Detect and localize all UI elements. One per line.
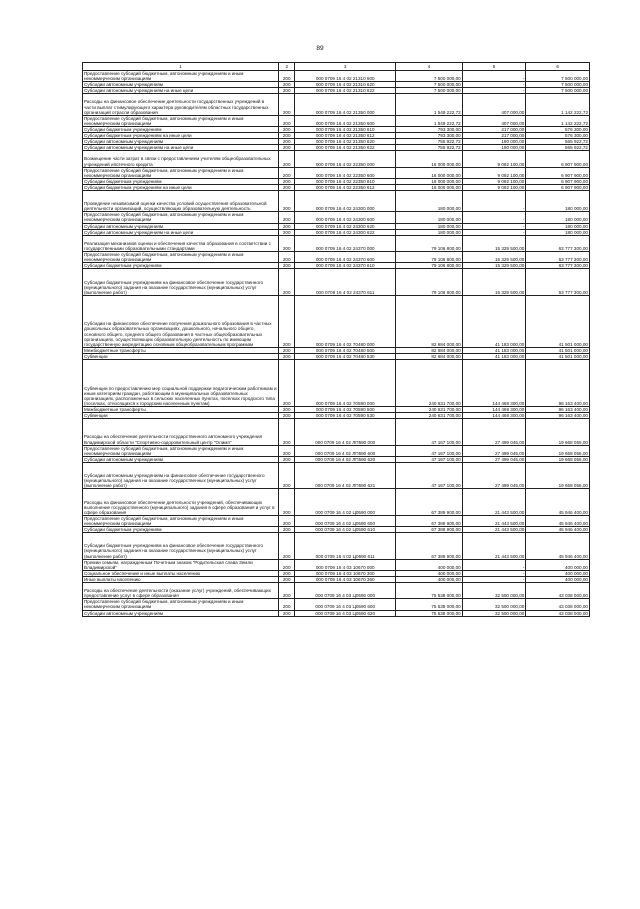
- row-change-cell: 15 329 500,00: [462, 263, 526, 269]
- row-name-cell: Предоставление субсидий бюджетным, автономным учреждениям и иным некоммерческим организациям: [83, 252, 279, 263]
- row-total-cell: 45 946 400,00: [526, 527, 590, 533]
- row-code-cell: 000 0709 16 4 02 Ц0590 611: [295, 533, 396, 560]
- row-group-cell: 200: [279, 489, 295, 516]
- row-change-cell: 144 468 300,00: [462, 360, 526, 407]
- table-row: [83, 145, 590, 151]
- row-total-cell: 576 300,00: [526, 133, 590, 139]
- row-total-cell: 180 000,00: [526, 229, 590, 235]
- row-code-cell: 000 0709 16 4 02 70590 530: [295, 413, 396, 419]
- row-name-cell: Предоставление субсидий бюджетным, автономным учреждениям и иным некоммерческим организациям: [83, 445, 279, 456]
- row-total-cell: 63 777 300,00: [526, 269, 590, 296]
- row-amount-cell: 75 538 000,00: [396, 610, 463, 616]
- header-cell-1: 1: [83, 63, 279, 71]
- row-amount-cell: 67 389 900,00: [396, 489, 463, 516]
- row-code-cell: 000 0709 16 4 03 Ц0590 600: [295, 599, 396, 610]
- row-amount-cell: 240 631 700,00: [396, 406, 463, 412]
- row-amount-cell: 755 922,72: [396, 145, 463, 151]
- row-group-cell: 200: [279, 295, 295, 347]
- table-row: [83, 527, 590, 533]
- table-row: [83, 235, 590, 251]
- row-group-cell: 200: [279, 184, 295, 190]
- table-row: [83, 456, 590, 462]
- row-change-cell: -: [462, 570, 526, 576]
- row-group-cell: 200: [279, 133, 295, 139]
- row-code-cell: 000 0709 16 4 02 70590 500: [295, 406, 396, 412]
- row-name-cell: Социальное обеспечение и иные выплаты населению: [83, 570, 279, 576]
- row-change-cell: 27 499 045,00: [462, 419, 526, 446]
- row-group-cell: 200: [279, 360, 295, 407]
- table-row: [83, 139, 590, 145]
- row-code-cell: 000 0709 16 4 02 24370 600: [295, 252, 396, 263]
- row-name-cell: Субсидии бюджетным учреждениям: [83, 178, 279, 184]
- table-row: [83, 71, 590, 82]
- row-name-cell: Предоставление субсидий бюджетным, автономным учреждениям и иным некоммерческим организациям: [83, 515, 279, 526]
- row-amount-cell: 67 389 900,00: [396, 527, 463, 533]
- row-code-cell: 000 0709 16 4 02 24370 610: [295, 263, 396, 269]
- row-name-cell: Субсидии бюджетным учреждениям на иные цели: [83, 133, 279, 139]
- row-name-cell: Субсидии автономным учреждениям на финансовое обеспечение государственного (муниципального) задания на оказание государственных (муниципальных) услуг (выполнение работ): [83, 462, 279, 489]
- header-cell-4: 4: [396, 63, 463, 71]
- row-code-cell: 000 0709 16 4 02 ЛП590 600: [295, 445, 396, 456]
- row-name-cell: Премии семьям, награжденным Почетным знаком "Родительская слава Земли Владимирской": [83, 559, 279, 570]
- table-row: [83, 184, 590, 190]
- row-amount-cell: 180 000,00: [396, 191, 463, 212]
- row-change-cell: -: [462, 212, 526, 223]
- row-code-cell: 000 0709 16 4 02 21310 622: [295, 88, 396, 94]
- row-amount-cell: 7 500 000,00: [396, 82, 463, 88]
- row-amount-cell: 16 000 000,00: [396, 184, 463, 190]
- row-name-cell: Субсидии бюджетным учреждениям на финансовое обеспечение государственного (муниципального) задания на оказание государственных (муниципальных) услуг (выполнение работ): [83, 533, 279, 560]
- row-code-cell: 000 0709 16 4 02 21350 600: [295, 115, 396, 126]
- row-code-cell: 000 0709 16 4 02 21350 000: [295, 94, 396, 115]
- row-code-cell: 000 0709 16 4 02 21350 612: [295, 133, 396, 139]
- row-total-cell: 565 922,72: [526, 145, 590, 151]
- table-row: [83, 178, 590, 184]
- row-name-cell: Субсидии автономным учреждениям: [83, 223, 279, 229]
- row-group-cell: 200: [279, 515, 295, 526]
- row-group-cell: 200: [279, 115, 295, 126]
- row-name-cell: Расходы на обеспечение деятельности государственного автономного учреждения Владимирской области "Спортивно-оздоровительный центр "Олимп": [83, 419, 279, 446]
- row-change-cell: -: [462, 82, 526, 88]
- row-code-cell: 000 0709 16 4 02 ЛП590 621: [295, 462, 396, 489]
- row-amount-cell: 240 631 700,00: [396, 413, 463, 419]
- row-amount-cell: 82 684 000,00: [396, 347, 463, 353]
- row-group-cell: 200: [279, 576, 295, 582]
- row-group-cell: 200: [279, 229, 295, 235]
- row-total-cell: 63 777 300,00: [526, 263, 590, 269]
- row-total-cell: 45 946 400,00: [526, 515, 590, 526]
- row-change-cell: 15 329 500,00: [462, 235, 526, 251]
- row-name-cell: Субвенции по предоставлению мер социальной поддержки педагогическим работникам и иным категориям граждан, работающим в муниципальных образовательных организациях, расположенных в сельских населенных пунктах, поселках городского типа (поселках, относящихся к городским населенным пунктам): [83, 360, 279, 407]
- header-cell-5: 5: [462, 63, 526, 71]
- row-change-cell: 41 183 000,00: [462, 353, 526, 359]
- row-change-cell: 144 468 300,00: [462, 406, 526, 412]
- row-amount-cell: 47 167 100,00: [396, 456, 463, 462]
- row-group-cell: 200: [279, 570, 295, 576]
- table-row: [83, 94, 590, 115]
- row-code-cell: 000 0709 16 4 02 22350 600: [295, 167, 396, 178]
- row-group-cell: 200: [279, 406, 295, 412]
- row-change-cell: 190 000,00: [462, 145, 526, 151]
- row-name-cell: Предоставление субсидий бюджетным, автономным учреждениям и иным некоммерческим организациям: [83, 115, 279, 126]
- row-group-cell: 200: [279, 126, 295, 132]
- row-name-cell: Субсидии автономным учреждениям: [83, 610, 279, 616]
- row-name-cell: Предоставление субсидий бюджетным, автономным учреждениям и иным некоммерческим организациям: [83, 71, 279, 82]
- table-row: [83, 269, 590, 296]
- row-name-cell: Субсидии автономным учреждениям на иные цели: [83, 145, 279, 151]
- row-group-cell: 200: [279, 88, 295, 94]
- row-amount-cell: 47 167 100,00: [396, 462, 463, 489]
- table-row: [83, 489, 590, 516]
- row-name-cell: Предоставление субсидий бюджетным, автономным учреждениям и иным некоммерческим организациям: [83, 212, 279, 223]
- row-group-cell: 200: [279, 71, 295, 82]
- row-code-cell: 000 0709 16 4 03 10670 000: [295, 559, 396, 570]
- row-total-cell: 180 000,00: [526, 223, 590, 229]
- table-row: [83, 559, 590, 570]
- row-group-cell: 200: [279, 419, 295, 446]
- row-group-cell: 200: [279, 533, 295, 560]
- row-name-cell: Субсидии автономным учреждениям: [83, 82, 279, 88]
- row-change-cell: -: [462, 88, 526, 94]
- row-name-cell: Субсидии автономным учреждениям на иные цели: [83, 229, 279, 235]
- table-row: [83, 263, 590, 269]
- row-total-cell: 7 500 000,00: [526, 82, 590, 88]
- row-change-cell: 407 000,00: [462, 94, 526, 115]
- table-row: [83, 583, 590, 599]
- row-total-cell: 41 501 000,00: [526, 347, 590, 353]
- table-row: [83, 599, 590, 610]
- row-total-cell: 6 907 900,00: [526, 184, 590, 190]
- row-change-cell: 9 092 100,00: [462, 184, 526, 190]
- row-name-cell: Субсидии на финансовое обеспечение получения дошкольного образования в частных дошкольных образовательных организациях, дошкольного, начального общего, основного общего, среднего общего образования в частных общеобразовательных организациях, осуществляющих образовательную деятельность по имеющим государственную аккредитацию основным общеобразовательным программам: [83, 295, 279, 347]
- row-total-cell: 6 907 900,00: [526, 178, 590, 184]
- row-change-cell: 32 500 000,00: [462, 599, 526, 610]
- row-change-cell: 32 500 000,00: [462, 583, 526, 599]
- row-code-cell: 000 0709 16 4 03 Ц0590 620: [295, 610, 396, 616]
- row-amount-cell: 75 538 000,00: [396, 583, 463, 599]
- row-name-cell: Субсидии бюджетным учреждениям: [83, 263, 279, 269]
- row-change-cell: -: [462, 191, 526, 212]
- table-row: [83, 445, 590, 456]
- row-group-cell: 200: [279, 462, 295, 489]
- row-amount-cell: 400 000,00: [396, 576, 463, 582]
- row-code-cell: 000 0709 16 4 02 ЛП590 000: [295, 419, 396, 446]
- row-code-cell: 000 0709 16 4 02 22350 612: [295, 184, 396, 190]
- row-total-cell: 45 946 400,00: [526, 489, 590, 516]
- row-group-cell: 200: [279, 269, 295, 296]
- row-amount-cell: 79 106 800,00: [396, 263, 463, 269]
- row-change-cell: -: [462, 576, 526, 582]
- row-code-cell: 000 0709 16 4 02 Ц0590 000: [295, 489, 396, 516]
- row-code-cell: 000 0709 16 4 02 24300 620: [295, 223, 396, 229]
- row-amount-cell: 180 000,00: [396, 223, 463, 229]
- row-name-cell: Субсидии автономным учреждениям: [83, 139, 279, 145]
- row-amount-cell: 16 000 000,00: [396, 178, 463, 184]
- row-group-cell: 200: [279, 599, 295, 610]
- row-group-cell: 200: [279, 263, 295, 269]
- table-row: [83, 462, 590, 489]
- row-group-cell: 200: [279, 151, 295, 167]
- row-group-cell: 200: [279, 527, 295, 533]
- row-amount-cell: 7 500 000,00: [396, 88, 463, 94]
- row-change-cell: 190 000,00: [462, 139, 526, 145]
- row-amount-cell: 67 389 900,00: [396, 533, 463, 560]
- row-change-cell: 21 443 500,00: [462, 527, 526, 533]
- row-name-cell: Субвенции: [83, 413, 279, 419]
- row-total-cell: 43 038 000,00: [526, 583, 590, 599]
- row-code-cell: 000 0709 16 4 02 24300 000: [295, 191, 396, 212]
- row-change-cell: 9 092 100,00: [462, 151, 526, 167]
- header-cell-2: 2: [279, 63, 295, 71]
- row-name-cell: Субсидии бюджетным учреждениям: [83, 126, 279, 132]
- row-change-cell: 41 183 000,00: [462, 295, 526, 347]
- row-code-cell: 000 0709 16 4 02 24300 622: [295, 229, 396, 235]
- row-group-cell: 200: [279, 82, 295, 88]
- row-group-cell: 200: [279, 191, 295, 212]
- row-code-cell: 000 0709 16 4 02 70480 500: [295, 347, 396, 353]
- row-group-cell: 200: [279, 610, 295, 616]
- row-name-cell: Субвенции: [83, 353, 279, 359]
- row-total-cell: 96 163 400,00: [526, 360, 590, 407]
- row-group-cell: 200: [279, 235, 295, 251]
- row-group-cell: 200: [279, 445, 295, 456]
- row-name-cell: Субсидии автономным учреждениям на иные цели: [83, 88, 279, 94]
- table-row: [83, 419, 590, 446]
- row-code-cell: 000 0709 16 4 03 10670 360: [295, 576, 396, 582]
- row-total-cell: 1 142 222,72: [526, 94, 590, 115]
- row-total-cell: 565 922,72: [526, 139, 590, 145]
- row-total-cell: 7 500 000,00: [526, 88, 590, 94]
- row-code-cell: 000 0709 16 4 02 22350 000: [295, 151, 396, 167]
- row-change-cell: -: [462, 229, 526, 235]
- row-group-cell: 200: [279, 223, 295, 229]
- row-total-cell: 45 946 400,00: [526, 533, 590, 560]
- row-change-cell: 407 000,00: [462, 115, 526, 126]
- row-total-cell: 6 907 900,00: [526, 151, 590, 167]
- row-code-cell: 000 0709 16 4 02 24300 600: [295, 212, 396, 223]
- row-group-cell: 200: [279, 456, 295, 462]
- row-name-cell: Предоставление субсидий бюджетным, автономным учреждениям и иным некоммерческим организациям: [83, 599, 279, 610]
- row-group-cell: 200: [279, 94, 295, 115]
- row-amount-cell: 82 684 000,00: [396, 295, 463, 347]
- row-change-cell: 15 329 500,00: [462, 252, 526, 263]
- row-total-cell: 63 777 300,00: [526, 235, 590, 251]
- table-row: [83, 360, 590, 407]
- row-total-cell: 43 038 000,00: [526, 610, 590, 616]
- table-body: [83, 71, 590, 617]
- row-change-cell: -: [462, 559, 526, 570]
- row-amount-cell: 7 500 000,00: [396, 71, 463, 82]
- row-amount-cell: 16 000 000,00: [396, 151, 463, 167]
- row-name-cell: Иные выплаты населению: [83, 576, 279, 582]
- row-amount-cell: 793 300,00: [396, 133, 463, 139]
- table-row: [83, 115, 590, 126]
- row-total-cell: 400 000,00: [526, 559, 590, 570]
- table-row: [83, 167, 590, 178]
- budget-table: [82, 62, 590, 617]
- row-code-cell: 000 0709 16 4 02 21310 600: [295, 71, 396, 82]
- row-group-cell: 200: [279, 212, 295, 223]
- table-row: [83, 252, 590, 263]
- row-name-cell: Субсидии бюджетным учреждениям на иные цели: [83, 184, 279, 190]
- page-number: 89: [316, 45, 324, 52]
- row-total-cell: 19 668 055,00: [526, 419, 590, 446]
- row-change-cell: 21 443 500,00: [462, 515, 526, 526]
- row-amount-cell: 75 538 000,00: [396, 599, 463, 610]
- row-total-cell: 63 777 300,00: [526, 252, 590, 263]
- row-total-cell: 41 501 000,00: [526, 295, 590, 347]
- row-amount-cell: 755 922,72: [396, 139, 463, 145]
- row-group-cell: 200: [279, 559, 295, 570]
- row-amount-cell: 82 684 000,00: [396, 353, 463, 359]
- row-change-cell: 9 092 100,00: [462, 167, 526, 178]
- row-name-cell: Субсидии автономным учреждениям: [83, 456, 279, 462]
- row-change-cell: 21 443 500,00: [462, 489, 526, 516]
- row-change-cell: 27 499 045,00: [462, 462, 526, 489]
- row-amount-cell: 180 000,00: [396, 229, 463, 235]
- table-row: [83, 212, 590, 223]
- table-row: [83, 126, 590, 132]
- table-row: [83, 151, 590, 167]
- row-code-cell: 000 0709 16 4 02 Ц0590 600: [295, 515, 396, 526]
- row-change-cell: 32 500 000,00: [462, 610, 526, 616]
- row-code-cell: 000 0709 16 4 02 21310 620: [295, 82, 396, 88]
- row-group-cell: 200: [279, 413, 295, 419]
- row-group-cell: 200: [279, 139, 295, 145]
- row-total-cell: 96 163 400,00: [526, 406, 590, 412]
- row-total-cell: 180 000,00: [526, 191, 590, 212]
- row-change-cell: 27 499 045,00: [462, 445, 526, 456]
- row-total-cell: 400 000,00: [526, 570, 590, 576]
- table-row: [83, 295, 590, 347]
- row-change-cell: 217 000,00: [462, 126, 526, 132]
- row-change-cell: 21 443 500,00: [462, 533, 526, 560]
- row-code-cell: 000 0709 16 4 02 Ц0590 610: [295, 527, 396, 533]
- row-code-cell: 000 0709 16 4 02 70590 000: [295, 360, 396, 407]
- row-code-cell: 000 0709 16 4 02 21350 610: [295, 126, 396, 132]
- row-name-cell: Субсидии бюджетным учреждениям: [83, 527, 279, 533]
- table-row: [83, 191, 590, 212]
- row-total-cell: 41 501 000,00: [526, 353, 590, 359]
- row-change-cell: -: [462, 223, 526, 229]
- row-amount-cell: 79 106 800,00: [396, 235, 463, 251]
- table-row: [83, 533, 590, 560]
- row-amount-cell: 47 167 100,00: [396, 419, 463, 446]
- row-code-cell: 000 0709 16 4 02 24370 000: [295, 235, 396, 251]
- row-group-cell: 200: [279, 583, 295, 599]
- row-total-cell: 1 142 222,72: [526, 115, 590, 126]
- row-total-cell: 19 668 055,00: [526, 445, 590, 456]
- row-name-cell: Возмещение части затрат в связи с предоставлением учителям общеобразовательных учреждений ипотечного кредита: [83, 151, 279, 167]
- header-cell-3: 3: [295, 63, 396, 71]
- row-amount-cell: 1 549 222,72: [396, 94, 463, 115]
- row-name-cell: Межбюджетные трансферты: [83, 406, 279, 412]
- row-group-cell: 200: [279, 178, 295, 184]
- table-row: [83, 610, 590, 616]
- row-change-cell: 41 183 000,00: [462, 347, 526, 353]
- row-name-cell: Реализация механизмов оценки и обеспечения качества образования в соответствии с государственными образовательными стандартами: [83, 235, 279, 251]
- table-row: [83, 133, 590, 139]
- row-amount-cell: 16 000 000,00: [396, 167, 463, 178]
- row-amount-cell: 1 549 222,72: [396, 115, 463, 126]
- row-name-cell: Предоставление субсидий бюджетным, автономным учреждениям и иным некоммерческим организациям: [83, 167, 279, 178]
- row-total-cell: 576 300,00: [526, 126, 590, 132]
- row-change-cell: 27 499 045,00: [462, 456, 526, 462]
- row-total-cell: 96 163 400,00: [526, 413, 590, 419]
- row-group-cell: 200: [279, 252, 295, 263]
- row-amount-cell: 67 389 900,00: [396, 515, 463, 526]
- row-total-cell: 19 668 055,00: [526, 456, 590, 462]
- row-amount-cell: 240 631 700,00: [396, 360, 463, 407]
- row-total-cell: 180 000,00: [526, 212, 590, 223]
- row-group-cell: 200: [279, 167, 295, 178]
- row-amount-cell: 180 000,00: [396, 212, 463, 223]
- row-name-cell: Межбюджетные трансферты: [83, 347, 279, 353]
- row-change-cell: 15 329 500,00: [462, 269, 526, 296]
- header-row: [83, 63, 590, 71]
- row-code-cell: 000 0709 16 4 02 ЛП590 620: [295, 456, 396, 462]
- row-amount-cell: 79 106 800,00: [396, 252, 463, 263]
- row-name-cell: Расходы на финансовое обеспечение деятельности учреждений, обеспечивающих выполнение государственного (муниципального) задания в сфере образования и услуг в сфере образования: [83, 489, 279, 516]
- row-amount-cell: 79 106 800,00: [396, 269, 463, 296]
- row-total-cell: 19 668 055,00: [526, 462, 590, 489]
- row-group-cell: 200: [279, 353, 295, 359]
- row-code-cell: 000 0709 16 4 02 24370 611: [295, 269, 396, 296]
- row-code-cell: 000 0709 16 4 02 21350 622: [295, 145, 396, 151]
- row-name-cell: Расходы на финансовое обеспечение деятельности государственных учреждений в части выплат стимулирующего характера руководителям областных государственных организаций отрасли образования: [83, 94, 279, 115]
- row-total-cell: 43 038 000,00: [526, 599, 590, 610]
- row-group-cell: 200: [279, 145, 295, 151]
- row-change-cell: 144 468 300,00: [462, 413, 526, 419]
- row-change-cell: -: [462, 71, 526, 82]
- row-change-cell: 217 000,00: [462, 133, 526, 139]
- row-group-cell: 200: [279, 347, 295, 353]
- row-code-cell: 000 0709 16 4 03 10670 300: [295, 570, 396, 576]
- table-row: [83, 515, 590, 526]
- row-total-cell: 400 000,00: [526, 576, 590, 582]
- row-name-cell: Субсидии бюджетным учреждениям на финансовое обеспечение государственного (муниципального) задания на оказание государственных (муниципальных) услуг (выполнение работ): [83, 269, 279, 296]
- row-amount-cell: 400 000,00: [396, 570, 463, 576]
- row-name-cell: Проведение независимой оценки качества условий осуществления образовательной деятельности организаций, осуществляющих образовательную деятельность: [83, 191, 279, 212]
- row-code-cell: 000 0709 16 4 02 70480 530: [295, 353, 396, 359]
- row-amount-cell: 793 300,00: [396, 126, 463, 132]
- row-code-cell: 000 0709 16 4 03 Ц0590 000: [295, 583, 396, 599]
- row-change-cell: 9 092 100,00: [462, 178, 526, 184]
- header-cell-6: 6: [526, 63, 590, 71]
- row-total-cell: 7 500 000,00: [526, 71, 590, 82]
- row-code-cell: 000 0709 16 4 02 22350 610: [295, 178, 396, 184]
- row-code-cell: 000 0709 16 4 02 70480 000: [295, 295, 396, 347]
- row-amount-cell: 400 000,00: [396, 559, 463, 570]
- row-code-cell: 000 0709 16 4 02 21350 620: [295, 139, 396, 145]
- row-name-cell: Расходы на обеспечение деятельности (оказание услуг) учреждений, обеспечивающих предоставление услуг в сфере образования: [83, 583, 279, 599]
- row-total-cell: 6 907 900,00: [526, 167, 590, 178]
- row-amount-cell: 47 167 100,00: [396, 445, 463, 456]
